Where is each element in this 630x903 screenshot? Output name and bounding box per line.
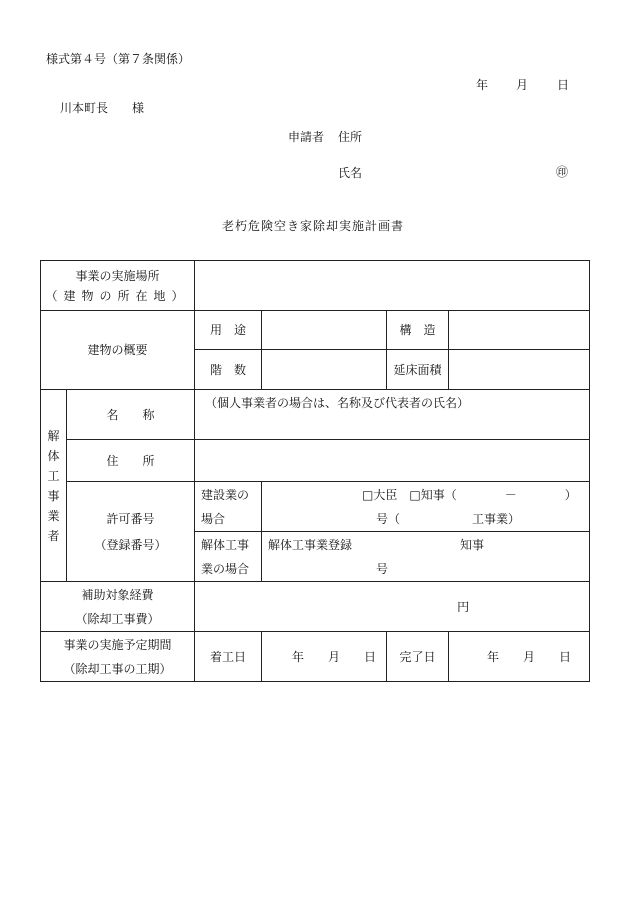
cost-value-cell[interactable] xyxy=(195,582,590,632)
contractor-name-note: （個人事業者の場合は、名称及び代表者の氏名） xyxy=(205,396,470,410)
cost-label-line1: 補助対象経費 xyxy=(81,587,154,602)
use-label: 用 途 xyxy=(195,311,262,350)
period-label-line1: 事業の実施予定期間 xyxy=(63,637,172,652)
permit-label-line1: 許可番号 xyxy=(106,511,155,526)
construction-permit-line1: □大臣 □知事（ － ） xyxy=(362,487,577,502)
cost-label-cell xyxy=(41,582,195,632)
floors-value-cell[interactable] xyxy=(262,350,387,390)
construction-case-line1: 建設業の xyxy=(201,487,250,502)
applicant-name-label: 氏名 xyxy=(338,166,363,180)
construction-permit-line2: 号（ 工事業） xyxy=(376,511,521,526)
contractor-side-label xyxy=(41,390,67,582)
contractor-side-char: 工 xyxy=(47,468,60,483)
date-day-label: 日 xyxy=(557,78,570,92)
start-date-label: 着工日 xyxy=(195,632,262,682)
contractor-name-label: 名 称 xyxy=(67,390,195,440)
construction-case-line2: 場合 xyxy=(201,511,226,526)
addressee: 川本町長 様 xyxy=(60,101,145,115)
applicant-label: 申請者 xyxy=(288,130,325,144)
floors-label: 階 数 xyxy=(195,350,262,390)
demolition-permit-cell[interactable] xyxy=(262,532,590,582)
contractor-side-char: 業 xyxy=(47,508,60,523)
location-value-cell[interactable] xyxy=(195,261,590,311)
start-date-cell[interactable]: 年 月 日 xyxy=(262,632,387,682)
floor-area-label: 延床面積 xyxy=(387,350,449,390)
demolition-permit-line2: 号 xyxy=(376,561,389,576)
contractor-address-label: 住 所 xyxy=(67,440,195,482)
period-label-cell xyxy=(41,632,195,682)
contractor-address-cell[interactable] xyxy=(195,440,590,482)
construction-case-cell xyxy=(195,482,262,532)
demolition-case-line1: 解体工事 xyxy=(201,537,250,552)
permit-label-line2: （登録番号） xyxy=(94,537,167,552)
demolition-case-line2: 業の場合 xyxy=(201,561,250,576)
location-label-line1: 事業の実施場所 xyxy=(75,268,160,283)
contractor-side-char: 体 xyxy=(47,448,60,463)
date-month-label: 月 xyxy=(516,78,529,92)
period-label-line2: （除却工事の工期） xyxy=(63,661,172,676)
structure-value-cell[interactable] xyxy=(449,311,590,350)
building-summary-label: 建物の概要 xyxy=(41,311,195,390)
end-date-cell[interactable]: 年 月 日 xyxy=(449,632,590,682)
applicant-address-label: 住所 xyxy=(338,130,363,144)
permit-label-cell xyxy=(67,482,195,582)
cost-unit: 円 xyxy=(457,599,470,614)
end-date-label: 完了日 xyxy=(387,632,449,682)
structure-label: 構 造 xyxy=(387,311,449,350)
location-label-line2: （建物の所在地） xyxy=(45,288,190,303)
contractor-name-cell[interactable] xyxy=(195,390,590,440)
demolition-case-cell xyxy=(195,532,262,582)
date-year-label: 年 xyxy=(476,78,489,92)
demolition-permit-line1: 解体工事業登録 知事 xyxy=(268,537,485,552)
seal-mark: ㊞ xyxy=(556,165,569,179)
contractor-side-char: 解 xyxy=(47,428,60,443)
document-title: 老朽危険空き家除却実施計画書 xyxy=(222,219,405,233)
plan-form-table xyxy=(40,260,590,682)
construction-permit-cell[interactable] xyxy=(262,482,590,532)
location-label-cell xyxy=(41,261,195,311)
form-number: 様式第４号（第７条関係） xyxy=(46,52,191,66)
cost-label-line2: （除却工事費） xyxy=(75,611,160,626)
use-value-cell[interactable] xyxy=(262,311,387,350)
contractor-side-char: 者 xyxy=(47,528,60,543)
floor-area-value-cell[interactable] xyxy=(449,350,590,390)
contractor-side-char: 事 xyxy=(47,488,60,503)
